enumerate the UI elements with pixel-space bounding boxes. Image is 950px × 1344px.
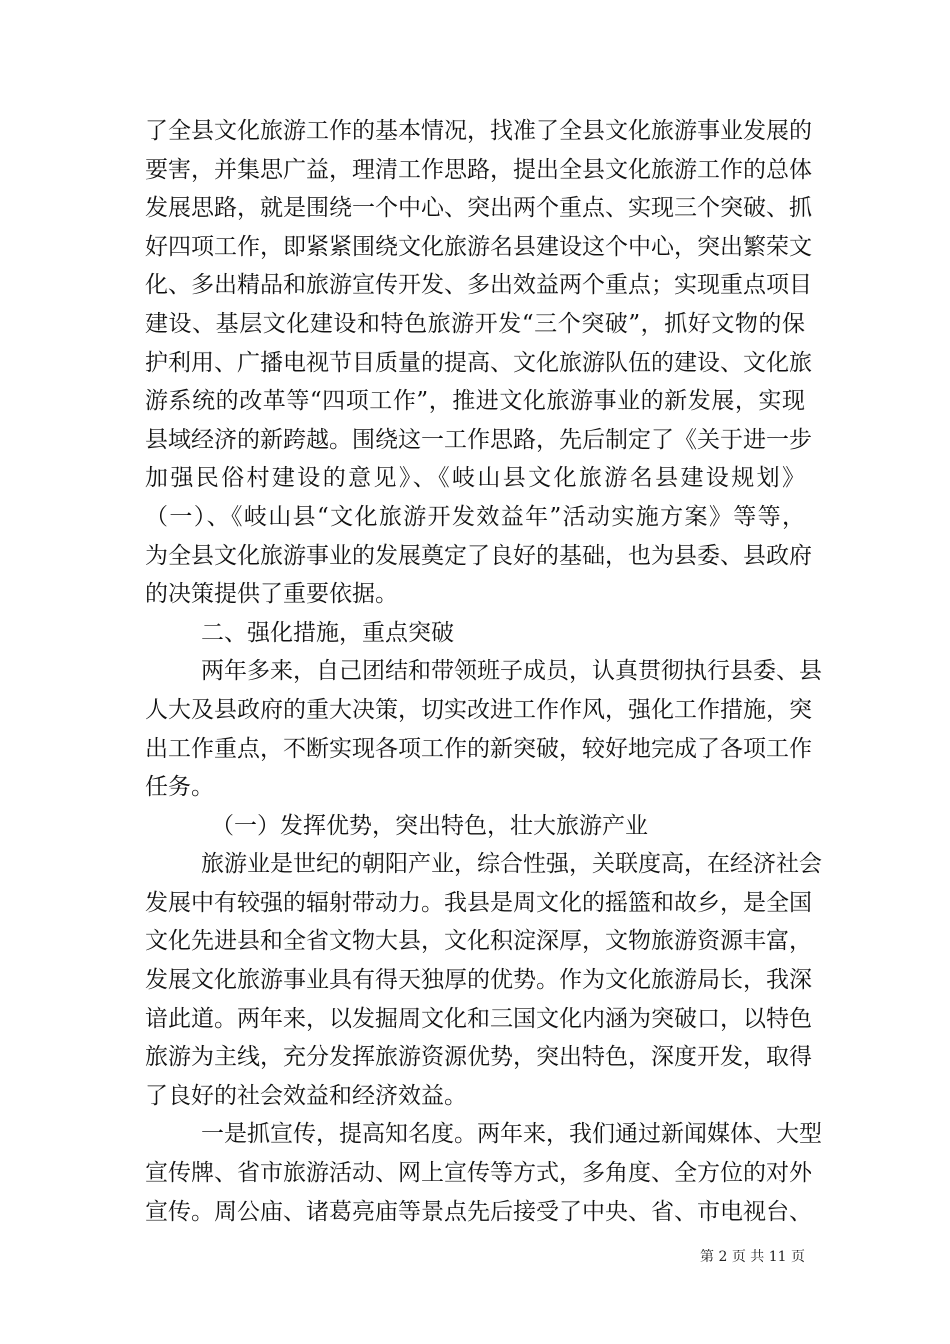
paragraph-line: 要害，并集思广益，理清工作思路，提出全县文化旅游工作的总体 [145,156,812,183]
paragraph-line: 护利用、广播电视节目质量的提高、文化旅游队伍的建设、文化旅 [145,349,812,376]
paragraph-line: 宣传。周公庙、诸葛亮庙等景点先后接受了中央、省、市电视台、 [145,1198,812,1225]
paragraph-line: （一）、《岐山县“文化旅游开发效益年”活动实施方案》等等， [145,503,805,530]
paragraph-line: 一是抓宣传，提高知名度。两年来，我们通过新闻媒体、大型 [201,1121,822,1148]
subsection-heading: （一）发挥优势，突出特色，壮大旅游产业 [211,812,648,839]
paragraph-line: 为全县文化旅游事业的发展奠定了良好的基础，也为县委、县政府 [145,542,812,569]
paragraph-line: 发展思路，就是围绕一个中心、突出两个重点、实现三个突破、抓 [145,195,812,222]
paragraph-line: 加强民俗村建设的意见》、《岐山县文化旅游名县建设规划》 [145,465,805,492]
paragraph-line: 旅游业是世纪的朝阳产业，综合性强，关联度高，在经济社会 [201,851,822,878]
paragraph-3 [145,845,822,1115]
document-body [145,112,822,1231]
paragraph-line: 化、多出精品和旅游宣传开发、多出效益两个重点；实现重点项目 [145,272,812,299]
paragraph-line: 旅游为主线，充分发挥旅游资源优势，突出特色，深度开发，取得 [145,1044,812,1071]
paragraph-line: 发展中有较强的辐射带动力。我县是周文化的摇篮和故乡，是全国 [145,889,812,916]
page-number-footer: 第 2 页 共 11 页 [700,1249,805,1265]
paragraph-line: 任务。 [145,774,214,801]
paragraph-line: 谙此道。两年来，以发掘周文化和三国文化内涵为突破口，以特色 [145,1005,812,1032]
paragraph-line: 发展文化旅游事业具有得天独厚的优势。作为文化旅游局长，我深 [145,967,812,994]
paragraph-line: 的决策提供了重要依据。 [145,581,398,608]
paragraph-line: 建设、基层文化建设和特色旅游开发“三个突破”，抓好文物的保 [145,310,805,337]
paragraph-line: 游系统的改革等“四项工作”，推进文化旅游事业的新发展，实现 [145,388,805,415]
paragraph-1 [145,112,812,614]
paragraph-line: 县域经济的新跨越。围绕这一工作思路，先后制定了《关于进一步 [145,426,812,453]
paragraph-line: 好四项工作，即紧紧围绕文化旅游名县建设这个中心，突出繁荣文 [145,233,812,260]
paragraph-line: 两年多来，自己团结和带领班子成员，认真贯彻执行县委、县 [201,658,822,685]
paragraph-line: 了良好的社会效益和经济效益。 [145,1082,467,1109]
paragraph-line: 人大及县政府的重大决策，切实改进工作作风，强化工作措施，突 [145,696,812,723]
paragraph-line: 宣传牌、省市旅游活动、网上宣传等方式，多角度、全方位的对外 [145,1160,812,1187]
paragraph-line: 出工作重点，不断实现各项工作的新突破，较好地完成了各项工作 [145,735,812,762]
paragraph-line: 了全县文化旅游工作的基本情况，找准了全县文化旅游事业发展的 [145,118,812,144]
paragraph-2 [145,652,822,806]
paragraph-line: 文化先进县和全省文物大县，文化积淀深厚，文物旅游资源丰富， [145,928,812,955]
paragraph-4 [145,1115,822,1231]
section-heading: 二、强化措施，重点突破 [201,619,454,646]
